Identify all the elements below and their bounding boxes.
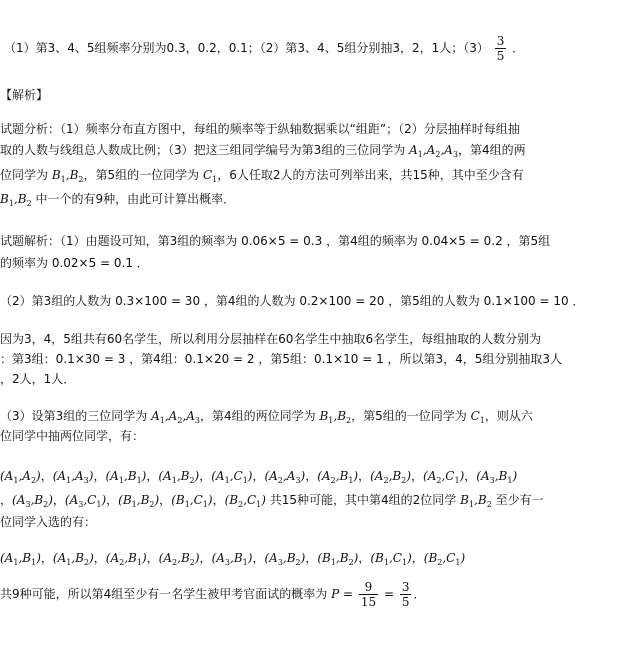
pairs-line-3: 位同学入选的有： — [0, 515, 97, 529]
answer-fraction: $\frac{3}{5}$ — [496, 34, 505, 63]
fraction-9-15: $\frac{9}{15}$ — [360, 580, 377, 609]
solution-part4-line-1: （3）设第3组的三位同学为 $A_1,A_2,A_3$，第4组的两位同学为 $B_1,B_2$，第5组的一位同学为 $C_1$，则从六 — [0, 409, 533, 425]
solution-part3-line-1: 因为3，4，5组共有60名学生，所以利用分层抽样在60名学生中抽取6名学生，每组抽取的人数分别为 — [0, 332, 542, 346]
analysis-line-1: 试题分析：（1）频率分布直方图中，每组的频率等于纵轴数据乘以“组距”；（2）分层抽样时每组抽 — [0, 122, 520, 136]
solution-part2: （2）第3组的人数为 0.3×100 = 30 ，第4组的人数为 0.2×100 = 20 ，第5组的人数为 0.1×100 = 10 ． — [0, 294, 585, 308]
solution-part4-line-2: 位同学中抽两位同学，有： — [0, 429, 145, 443]
analysis-line-4: $B_1,B_2$ 中一个的有9种，由此可计算出概率． — [0, 192, 236, 208]
solution-line-2: 的频率为 0.02×5 = 0.1 ． — [0, 256, 149, 270]
solution-part3-line-3: ，2人，1人． — [0, 372, 76, 386]
section-heading: 【解析】 — [0, 88, 49, 102]
solution-line-1: 试题解析：（1）由题设可知，第3组的频率为 0.06×5 = 0.3 ，第4组的频率为 0.04×5 = 0.2 ，第5组 — [0, 234, 551, 248]
pairs-line-2: ，$(A_3,B_2)$，$(A_3,C_1)$，$(B_1,B_2)$，$(B_1,C_1)$，$(B_2,C_1)$ 共15种可能，其中第4组的2位同学 $B_1,B_2$ 至少有一 — [0, 493, 544, 509]
analysis-line-2: 取的人数与线组总人数成比例；（3）把这三组同学编号为第3组的三位同学为 $A_1,A_2,A_3$，第4组的两 — [0, 143, 526, 159]
math-a-set: $A_1,A_2,A_3$ — [409, 143, 459, 159]
pairs-line-1: $(A_1,A_2)$，$(A_1,A_3)$，$(A_1,B_1)$，$(A_1,B_2)$，$(A_1,C_1)$，$(A_2,A_3)$，$(A_2,B_1)$，$(A_2,B_2)$，$(A_2,C_1)$，$(A_3,B_1)$ — [0, 469, 518, 485]
answer-line: （1）第3、4、5组频率分别为0.3，0.2，0.1；（2）第3、4、5组分别抽3，2，1人；（3） $\frac{3}{5}$ ． — [4, 34, 525, 63]
analysis-line-3: 位同学为 $B_1,B_2$，第5组的一位同学为 $C_1$，6人任取2人的方法可列举出来，共15种，其中至少含有 — [0, 168, 524, 184]
final-line: 共9种可能，所以第4组至少有一名学生被甲考官面试的概率为 P = $\frac{9}{15}$ = $\frac{3}{5}$ ． — [0, 580, 426, 609]
pairs-line-4: $(A_1,B_1)$，$(A_1,B_2)$，$(A_2,B_1)$，$(A_2,B_2)$，$(A_3,B_1)$，$(A_3,B_2)$，$(B_1,B_2)$，$(B_1,C_1)$，$(B_2,C_1)$ — [0, 551, 466, 567]
fraction-3-5: $\frac{3}{5}$ — [401, 580, 410, 609]
answer-text: （1）第3、4、5组频率分别为0.3，0.2，0.1；（2）第3、4、5组分别抽3，2，1人；（3） — [4, 41, 489, 55]
solution-part3-line-2: ：第3组：0.1×30 = 3 ，第4组：0.1×20 = 2 ，第5组：0.1×10 = 1 ，所以第3，4，5组分别抽取3人 — [0, 352, 563, 366]
